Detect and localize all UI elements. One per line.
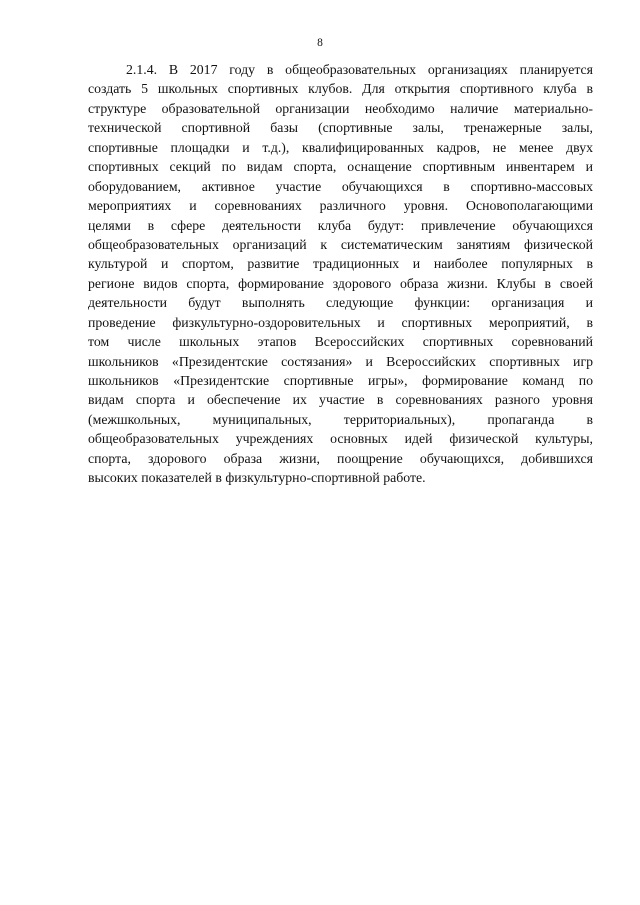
paragraph-line: регионе видов спорта, формирование здорового образа жизни. Клубы в своей bbox=[88, 275, 593, 291]
paragraph-line: проведение физкультурно-оздоровительных и спортивных мероприятий, в bbox=[88, 314, 593, 330]
paragraph-line: технической спортивной базы (спортивные залы, тренажерные залы, bbox=[88, 120, 593, 136]
paragraph-line: спортивные площадки и т.д.), квалифицированных кадров, не менее двух bbox=[88, 139, 593, 155]
paragraph-line: школьников «Президентские состязания» и Всероссийских спортивных игр bbox=[88, 353, 593, 369]
paragraph-line: создать 5 школьных спортивных клубов. Для открытия спортивного клуба в bbox=[88, 81, 593, 97]
paragraph-line: спорта, здорового образа жизни, поощрение обучающихся, добившихся bbox=[88, 450, 593, 466]
paragraph-line: школьников «Президентские спортивные игры», формирование команд по bbox=[88, 373, 593, 388]
paragraph-line: 2.1.4. В 2017 году в общеобразовательных организациях планируется bbox=[126, 62, 593, 77]
paragraph-line: высоких показателей в физкультурно-спортивной работе. bbox=[88, 470, 426, 486]
paragraph-line: общеобразовательных организаций к систематическим занятиям физической bbox=[88, 236, 593, 252]
page-number: 8 bbox=[317, 37, 323, 49]
paragraph-line: культурой и спортом, развитие традиционных и наиболее популярных в bbox=[88, 256, 593, 272]
body-paragraph bbox=[88, 60, 593, 488]
paragraph-line: (межшкольных, муниципальных, территориальных), пропаганда в bbox=[88, 411, 593, 427]
paragraph-line: целями в сфере деятельности клуба будут: привлечение обучающихся bbox=[88, 217, 593, 233]
paragraph-line: оборудованием, активное участие обучающихся в спортивно-массовых bbox=[88, 178, 593, 194]
paragraph-line: спортивных секций по видам спорта, оснащение спортивным инвентарем и bbox=[88, 159, 593, 175]
paragraph-line: мероприятиях и соревнованиях различного уровня. Основополагающими bbox=[88, 198, 593, 214]
paragraph-line: видам спорта и обеспечение их участие в соревнованиях разного уровня bbox=[88, 392, 593, 408]
paragraph-line: деятельности будут выполнять следующие функции: организация и bbox=[88, 295, 593, 311]
paragraph-line: структуре образовательной организации необходимо наличие материально- bbox=[88, 100, 593, 116]
paragraph-line: том числе школьных этапов Всероссийских спортивных соревнований bbox=[88, 334, 593, 350]
paragraph-line: общеобразовательных учреждениях основных идей физической культуры, bbox=[88, 431, 593, 447]
